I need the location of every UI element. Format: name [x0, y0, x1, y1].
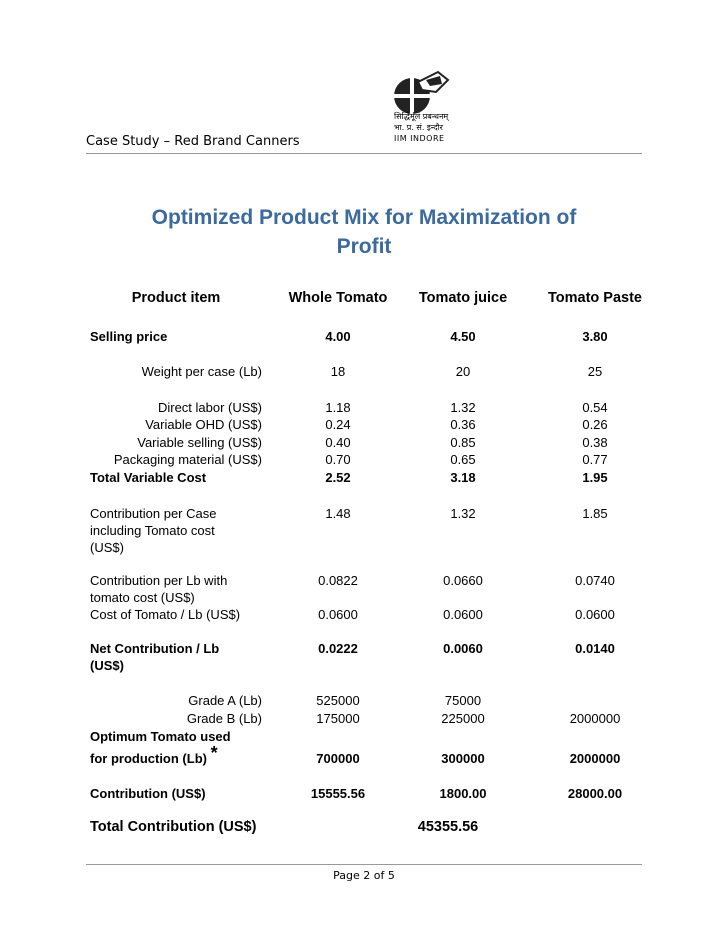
cell-value: 300000 — [441, 751, 485, 766]
cell-value: 3.80 — [582, 329, 608, 344]
row-label: Selling price — [90, 329, 168, 344]
row-label: Grade B (Lb) — [186, 711, 262, 726]
row-label: Total Contribution (US$) — [90, 819, 257, 835]
table-row-contribution — [90, 785, 650, 802]
table-header-row — [90, 290, 650, 307]
cell-value: 1.32 — [450, 506, 476, 521]
page-number: Page 2 of 5 — [333, 869, 395, 882]
table-row-contribution-lb — [90, 572, 650, 606]
row-label: Packaging material (US$) — [113, 452, 262, 467]
logo-english: IIM INDORE — [394, 134, 445, 143]
row-label-line1: Optimum Tomato used — [90, 729, 231, 744]
cell-value: 18 — [330, 364, 346, 379]
cell-value: 15555.56 — [310, 786, 366, 801]
title-line-1: Optimized Product Mix for Maximization of — [151, 206, 577, 229]
cell-value: 0.85 — [450, 435, 476, 450]
asterisk-mark: * — [210, 743, 218, 763]
row-label-line3: (US$) — [90, 540, 124, 555]
cell-value: 1.32 — [450, 400, 476, 415]
cell-value: 1800.00 — [439, 786, 487, 801]
table-row-direct-labor — [90, 399, 650, 416]
cell-value: 25 — [587, 364, 603, 379]
cell-value: 0.0600 — [443, 607, 483, 622]
logo-hindi-line2: भा. प्र. सं. इन्दौर — [394, 123, 443, 132]
header-product-item: Product item — [131, 290, 221, 306]
title-line-2: Profit — [336, 235, 392, 258]
cell-value: 1.18 — [325, 400, 351, 415]
row-label: Contribution (US$) — [90, 786, 206, 801]
table-row-variable-selling — [90, 434, 650, 451]
cell-value: 0.36 — [450, 417, 476, 432]
row-label: Variable OHD (US$) — [145, 417, 262, 432]
cell-value: 0.0060 — [443, 641, 483, 656]
cell-value: 75000 — [444, 693, 482, 708]
table-row-cost-tomato — [90, 606, 650, 623]
row-label-line1: Net Contribution / Lb — [90, 641, 220, 656]
cell-value: 2.52 — [325, 470, 351, 485]
cell-value: 225000 — [441, 711, 485, 726]
table-row-selling-price — [90, 328, 650, 345]
table-row-packaging — [90, 451, 650, 468]
cell-value: 2000000 — [569, 711, 621, 726]
cell-value: 0.70 — [325, 452, 351, 467]
cell-value: 4.50 — [450, 329, 476, 344]
cell-value: 0.24 — [325, 417, 351, 432]
cell-value: 0.54 — [582, 400, 608, 415]
row-label-line2: (US$) — [90, 658, 124, 673]
total-value: 45355.56 — [417, 819, 479, 835]
cell-value: 1.48 — [325, 506, 351, 521]
row-label-line1: Contribution per Lb with — [90, 573, 228, 588]
cell-value: 1.85 — [582, 506, 608, 521]
cell-value: 20 — [455, 364, 471, 379]
cell-value: 0.77 — [582, 452, 608, 467]
cell-value: 0.0600 — [575, 607, 615, 622]
cell-value: 700000 — [316, 751, 360, 766]
table-row-contribution-case — [90, 505, 650, 557]
cell-value: 0.0140 — [575, 641, 615, 656]
header-tomato-juice: Tomato juice — [418, 290, 508, 306]
cell-value: 1.95 — [582, 470, 608, 485]
table-row-net-contribution — [90, 640, 650, 674]
logo-hindi-line1: सिद्धिर्मूलं प्रबन्धनम् — [394, 112, 449, 121]
cell-value: 3.18 — [450, 470, 476, 485]
table-row-grade-b — [90, 710, 650, 727]
cell-value: 0.0222 — [318, 641, 358, 656]
page-title — [86, 203, 642, 261]
footer-divider — [86, 864, 642, 865]
cell-value: 2000000 — [569, 751, 621, 766]
cell-value: 525000 — [316, 693, 360, 708]
table-row-optimum — [90, 728, 650, 766]
row-label-line1: Contribution per Case — [90, 506, 217, 521]
header-tomato-paste: Tomato Paste — [547, 290, 642, 306]
cell-value: 0.38 — [582, 435, 608, 450]
cell-value: 0.0740 — [575, 573, 615, 588]
cell-value: 28000.00 — [567, 786, 623, 801]
cell-value: 0.0822 — [318, 573, 358, 588]
row-label: Cost of Tomato / Lb (US$) — [90, 607, 241, 622]
row-label: Direct labor (US$) — [157, 400, 262, 415]
table-row-variable-ohd — [90, 416, 650, 433]
table-row-total-variable — [90, 469, 650, 486]
cell-value: 0.26 — [582, 417, 608, 432]
cell-value: 0.40 — [325, 435, 351, 450]
header-divider — [86, 153, 642, 154]
cell-value: 0.0600 — [318, 607, 358, 622]
table-row-weight — [90, 363, 650, 380]
table-row-total-contribution — [90, 819, 650, 839]
row-label: Variable selling (US$) — [137, 435, 262, 450]
cell-value: 0.0660 — [443, 573, 483, 588]
cell-value: 0.65 — [450, 452, 476, 467]
header-whole-tomato: Whole Tomato — [288, 290, 388, 306]
cell-value: 4.00 — [325, 329, 351, 344]
row-label-line2: for production (Lb) * — [90, 743, 218, 766]
table-row-grade-a — [90, 692, 650, 709]
row-label-line2: including Tomato cost — [90, 523, 215, 538]
row-label: Total Variable Cost — [90, 470, 207, 485]
row-label: Grade A (Lb) — [188, 693, 262, 708]
cell-value: 175000 — [316, 711, 360, 726]
row-label-line2: tomato cost (US$) — [90, 590, 195, 605]
header-case-title: Case Study – Red Brand Canners — [86, 134, 300, 149]
row-label: Weight per case (Lb) — [141, 364, 262, 379]
